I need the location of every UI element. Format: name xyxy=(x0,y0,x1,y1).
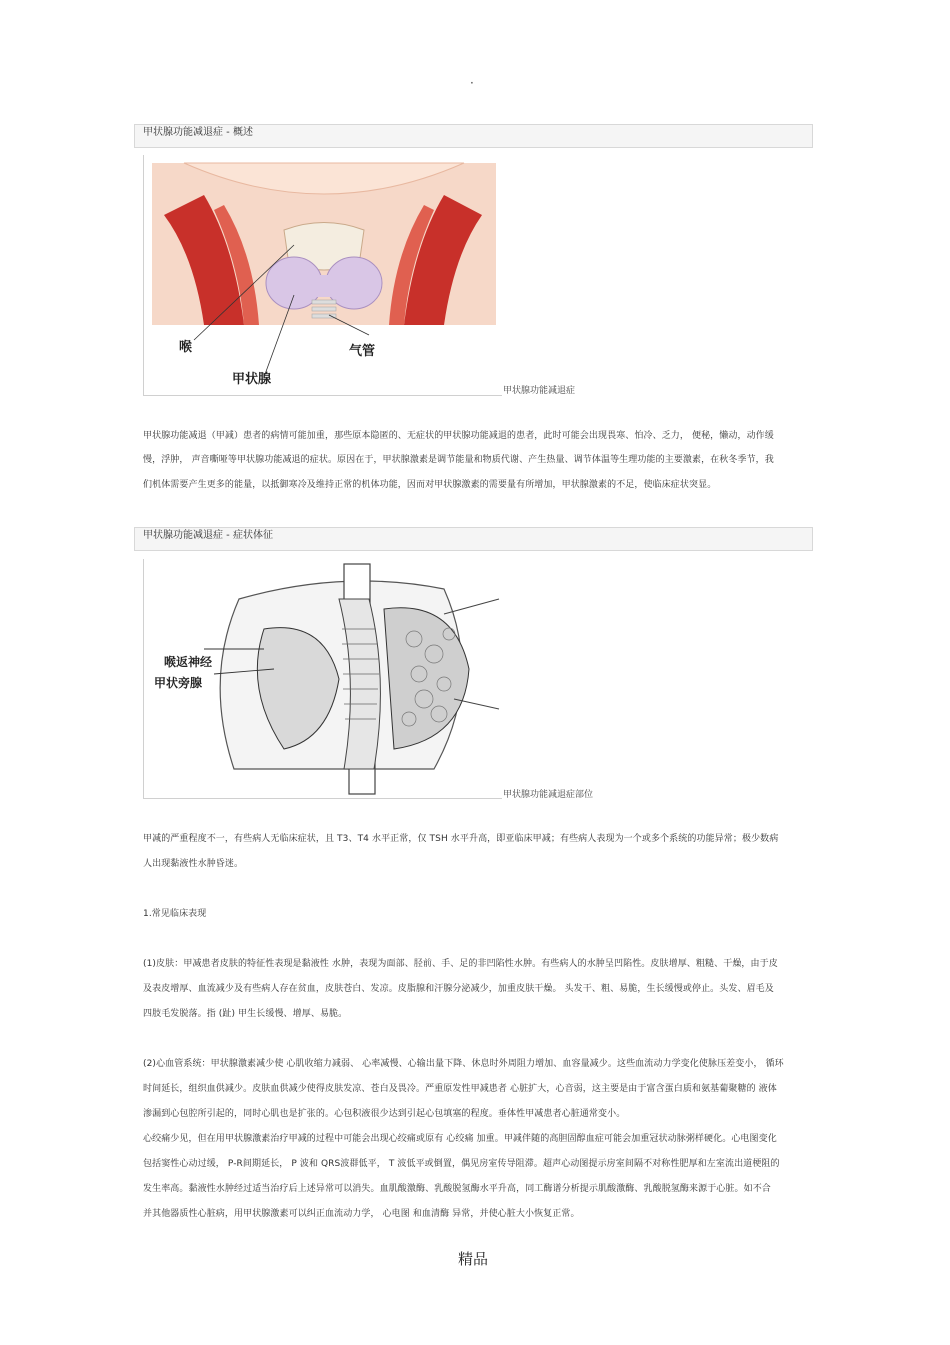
heart-line-6: 发生率高。黏液性水肿经过适当治疗后上述异常可以消失。血肌酸激酶、乳酸脱氢酶水平升高，同工酶谱分析提示肌酸激酶、乳酸脱氢酶来源于心脏。如不合 xyxy=(143,1184,771,1194)
page-footer: 精品 xyxy=(458,1250,489,1268)
skin-line-2: 及表皮增厚、血流减少及有些病人存在贫血，皮肤苍白、发凉。皮脂腺和汗腺分泌减少，加重皮肤干燥。 头发干、粗、易脆，生长缓慢或停止。头发、眉毛及 xyxy=(143,984,774,994)
section-title: 甲状腺功能减退症 xyxy=(143,127,223,138)
page-top-mark: · xyxy=(470,76,474,90)
section-subtitle: 症状体征 xyxy=(232,530,273,541)
heart-line-4: 心绞痛少见，但在用甲状腺激素治疗甲减的过程中可能会出现心绞痛或原有 心绞痛 加重。甲减伴随的高胆固醇血症可能会加重冠状动脉粥样硬化。心电图变化 xyxy=(143,1134,777,1144)
section-header-symptoms xyxy=(134,527,813,551)
overview-line-3: 们机体需要产生更多的能量，以抵御寒冷及维持正常的机体功能，因而对甲状腺激素的需要量有所增加，甲状腺激素的不足，使临床症状突显。 xyxy=(143,480,717,490)
label-parathyroid: 甲状旁腺 xyxy=(154,676,203,690)
section-header-overview xyxy=(134,124,813,148)
thyroid-anatomy-illustration xyxy=(144,155,502,395)
heart-line-5: 包括窦性心动过缓， P-R间期延长， P 波和 QRS波群低平， T 波低平或倒置，偶见房室传导阻滞。超声心动图提示房室间隔不对称性肥厚和左室流出道梗阻的 xyxy=(143,1159,780,1169)
label-throat: 喉 xyxy=(179,340,193,355)
severity-line-1: 甲减的严重程度不一，有些病人无临床症状，且 T3、T4 水平正常，仅 TSH 水平升高，即亚临床甲减；有些病人表现为一个或多个系统的功能异常；极少数病 xyxy=(143,834,779,844)
section-title: 甲状腺功能减退症 xyxy=(143,530,223,541)
figure2-caption: 甲状腺功能减退症部位 xyxy=(503,790,594,800)
overview-line-2: 慢，浮肿， 声音嘶哑等甲状腺功能减退的症状。原因在于，甲状腺激素是调节能量和物质代谢、产生热量、调节体温等生理功能的主要激素，在秋冬季节，我 xyxy=(143,455,774,465)
skin-line-3: 四肢毛发脱落。指 (趾) 甲生长缓慢、增厚、易脆。 xyxy=(143,1009,348,1019)
heart-line-1: (2)心血管系统：甲状腺激素减少使 心肌收缩力减弱、 心率减慢、心输出量下降、休息时外周阻力增加、血容量减少。这些血流动力学变化使脉压差变小， 循环 xyxy=(143,1059,784,1069)
thyroid-location-illustration xyxy=(144,559,502,798)
label-trachea: 气管 xyxy=(349,344,376,359)
thyroid-anatomy-figure xyxy=(143,155,502,396)
heart-line-7: 并其他器质性心脏病，用甲状腺激素可以纠正血流动力学， 心电图 和血清酶 异常，并使心脏大小恢复正常。 xyxy=(143,1209,580,1219)
section-subtitle: 概述 xyxy=(232,127,253,138)
label-recurrent-nerve: 喉返神经 xyxy=(164,655,213,669)
figure1-caption: 甲状腺功能减退症 xyxy=(503,386,576,396)
heading-common-manifestations: 1.常见临床表现 xyxy=(143,909,207,919)
thyroid-location-figure xyxy=(143,559,502,799)
overview-line-1: 甲状腺功能减退（甲减）患者的病情可能加重，那些原本隐匿的、无症状的甲状腺功能减退的患者，此时可能会出现畏寒、怕冷、乏力， 便秘，懒动，动作缓 xyxy=(143,431,774,441)
skin-line-1: (1)皮肤：甲减患者皮肤的特征性表现是黏液性 水肿，表现为面部、胫前、手、足的非凹陷性水肿。有些病人的水肿呈凹陷性。皮肤增厚、粗糙、干燥，由于皮 xyxy=(143,959,778,969)
section-separator: - xyxy=(223,127,233,138)
heart-line-2: 时间延长，组织血供减少。皮肤血供减少使得皮肤发凉、苍白及畏冷。严重原发性甲减患者 心脏扩大，心音弱，这主要是由于富含蛋白质和氨基葡聚糖的 液体 xyxy=(143,1084,777,1094)
heart-line-3: 渗漏到心包腔所引起的，同时心肌也是扩张的。心包积液很少达到引起心包填塞的程度。垂体性甲减患者心脏通常变小。 xyxy=(143,1109,626,1119)
section-separator: - xyxy=(223,530,233,541)
severity-line-2: 人出现黏液性水肿昏迷。 xyxy=(143,859,244,869)
label-thyroid: 甲状腺 xyxy=(232,372,272,387)
